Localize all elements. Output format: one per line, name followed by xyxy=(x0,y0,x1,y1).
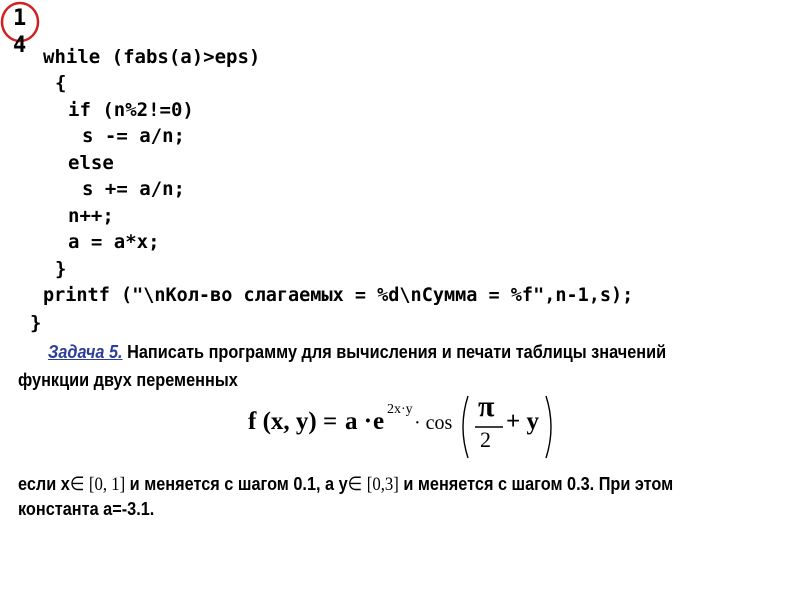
code-line-sub: s -= a/n; xyxy=(82,125,185,147)
formula-denominator: 2 xyxy=(480,427,491,452)
code-line-else: else xyxy=(68,152,114,174)
code-line-multiply: a = a*x; xyxy=(68,231,160,253)
range-x: [0, 1] xyxy=(88,474,126,495)
element-of-symbol-x: ∈ xyxy=(69,474,85,495)
formula-cos: · cos xyxy=(414,412,453,434)
code-line-close-brace-inner: } xyxy=(55,258,67,280)
formula-pi: π xyxy=(478,390,495,423)
task-text-line-2: функции двух переменных xyxy=(18,369,238,390)
condition-text xyxy=(18,472,722,521)
slide-number-digit-1: 1 xyxy=(13,6,27,31)
condition-line-2: константа a=-3.1. xyxy=(18,498,155,519)
condition-part-1: если x xyxy=(18,473,70,494)
code-line-if: if (n%2!=0) xyxy=(68,99,194,121)
range-y: [0,3] xyxy=(366,474,399,495)
code-line-open-brace: { xyxy=(55,72,67,94)
slide-number-badge xyxy=(0,0,40,58)
task-label: Задача 5. xyxy=(47,341,123,362)
formula-coefficient: a · xyxy=(345,408,373,435)
formula-lhs: f (x, y) = xyxy=(248,408,338,435)
condition-part-2: и меняется с шагом 0.1, а y xyxy=(129,473,348,494)
formula-exponent: 2x·y xyxy=(387,402,413,417)
element-of-symbol-y: ∈ xyxy=(347,474,363,495)
slide-number-digit-2: 4 xyxy=(13,33,27,58)
formula-exp-base: e xyxy=(373,408,385,435)
code-line-add: s += a/n; xyxy=(82,178,185,200)
formula xyxy=(248,392,568,462)
formula-plus-y: + y xyxy=(506,408,539,435)
task-statement xyxy=(18,338,687,394)
code-line-close-brace-outer: } xyxy=(30,312,42,334)
condition-part-3: и меняется с шагом 0.3. При этом xyxy=(403,473,674,494)
code-line-increment: n++; xyxy=(68,205,114,227)
code-line-printf: printf ("\nКол-во слагаемых = %d\nСумма = %f",n-1,s); xyxy=(43,285,634,306)
code-line-while: while (fabs(a)>eps) xyxy=(43,46,261,68)
task-text-line-1: Написать программу для вычисления и печати таблицы значений xyxy=(127,341,667,362)
